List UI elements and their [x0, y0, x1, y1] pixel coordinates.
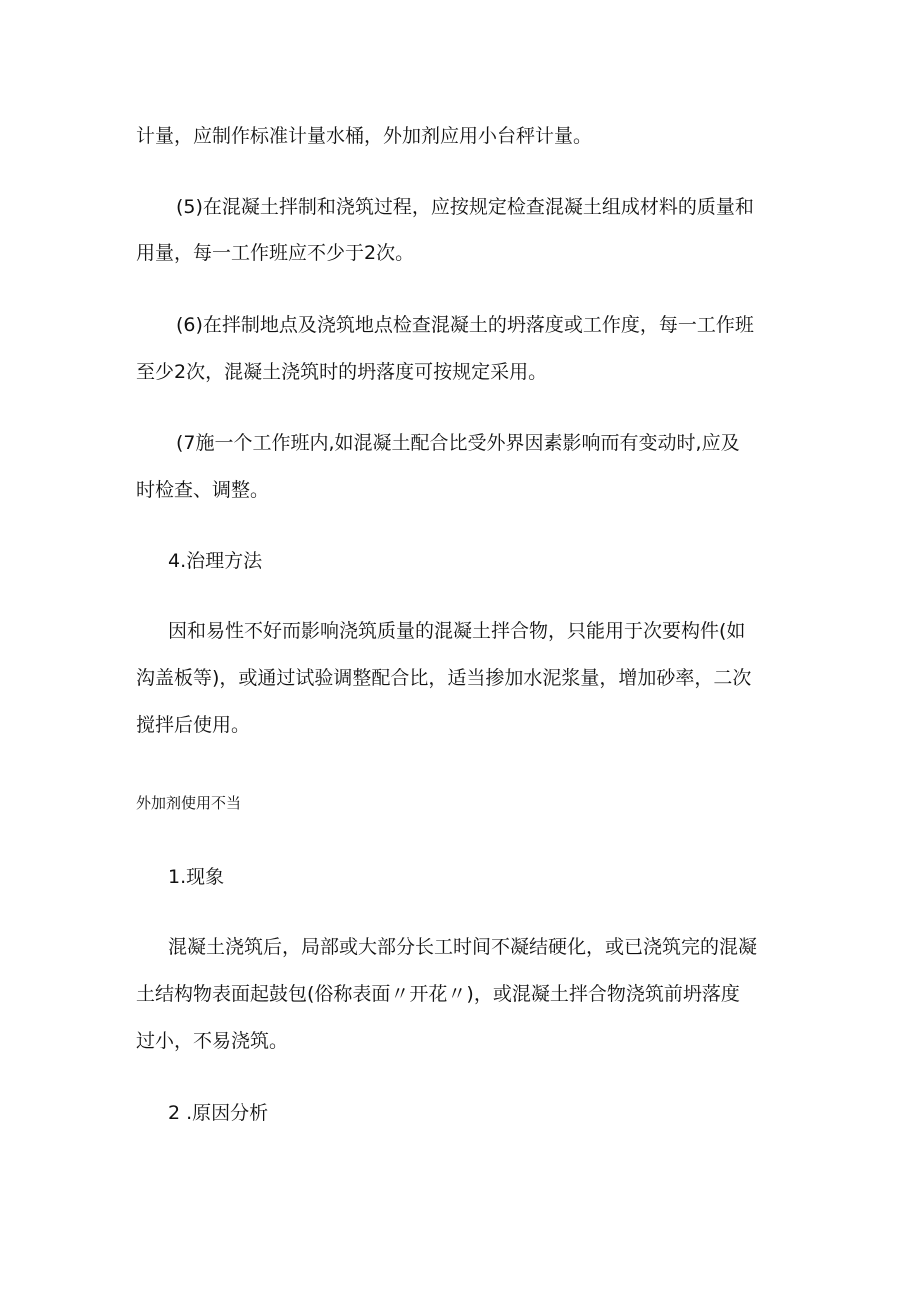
subsection-title: 外加剂使用不当 — [136, 794, 242, 812]
paragraph-line: 土结构物表面起鼓包(俗称表面〃开花〃)，或混凝土拌合物浇筑前坍落度 — [136, 983, 740, 1005]
paragraph-line: 计量，应制作标准计量水桶，外加剂应用小台秤计量。 — [136, 125, 593, 147]
paragraph-line: 用量，每一工作班应不少于2次。 — [136, 242, 415, 264]
paragraph-line: 混凝土浇筑后，局部或大部分长工时间不凝结硬化，或已浇筑完的混凝 — [168, 936, 758, 958]
paragraph-line: 至少2次，混凝土浇筑时的坍落度可按规定采用。 — [136, 361, 548, 383]
paragraph-line: (6)在拌制地点及浇筑地点检查混凝土的坍落度或工作度，每一工作班 — [176, 314, 754, 336]
paragraph-line: 因和易性不好而影响浇筑质量的混凝土拌合物，只能用于次要构件(如 — [168, 620, 746, 642]
section-heading: 4.治理方法 — [168, 550, 263, 572]
section-heading: 2 .原因分析 — [168, 1102, 269, 1124]
paragraph-line: 搅拌后使用。 — [136, 714, 251, 736]
paragraph-line: (7施一个工作班内,如混凝土配合比受外界因素影响而有变动时,应及 — [176, 432, 740, 454]
paragraph-line: 过小，不易浇筑。 — [136, 1030, 289, 1052]
paragraph-line: 沟盖板等)，或通过试验调整配合比，适当掺加水泥浆量，增加砂率，二次 — [136, 667, 752, 689]
paragraph-line: (5)在混凝土拌制和浇筑过程，应按规定检查混凝土组成材料的质量和 — [176, 196, 754, 218]
paragraph-line: 时检查、调整。 — [136, 479, 270, 501]
section-heading: 1.现象 — [168, 866, 225, 888]
